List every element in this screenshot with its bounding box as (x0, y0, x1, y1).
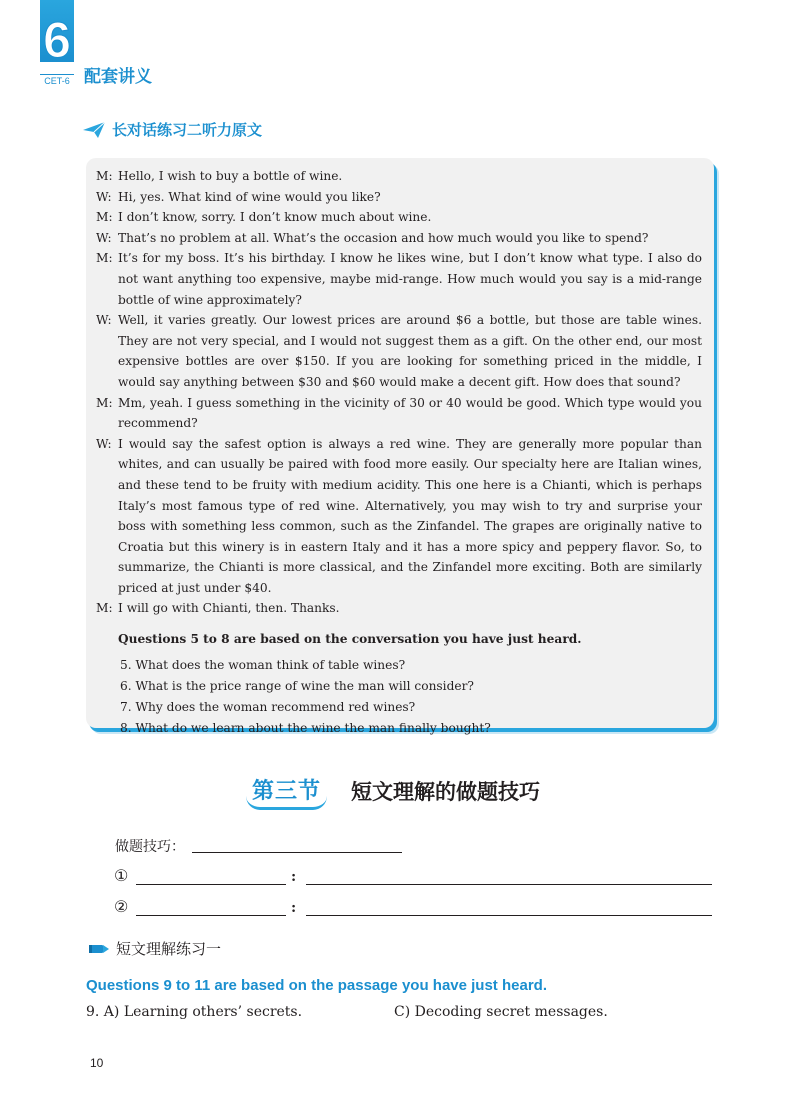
tip-number-2: ② (114, 897, 129, 916)
speaker-label: M: (96, 251, 113, 266)
dialog-text: Hello, I wish to buy a bottle of wine. (118, 169, 343, 183)
speaker-label: W: (96, 313, 112, 328)
dialog-text: I will go with Chianti, then. Thanks. (118, 601, 340, 616)
dialog-text: Hi, yes. What kind of wine would you like? (118, 189, 381, 204)
dialog-transcript (96, 166, 702, 739)
speaker-label: W: (96, 189, 112, 204)
practice-heading (88, 938, 221, 959)
tip-2-key-blank[interactable] (136, 915, 286, 916)
dialog-text: I don’t know, sorry. I don’t know much about wine. (118, 210, 432, 225)
chapter-number: 6 (43, 12, 71, 68)
page-number: 10 (90, 1056, 104, 1070)
option-9c: C) Decoding secret messages. (394, 1004, 608, 1020)
dialog-turn (96, 393, 702, 434)
dialog-text: I would say the safest option is always a red wine. They are generally more popular than whites, and can usually be paired with food more easily. Our specialty here are Italian wines, and these tend to be fruity with medium acidity. This one here is a Chianti, which is perhaps Italy’s most famous type of red wine. Alternatively, you may wish to try and surprise your boss with something less common, such as the Zinfandel. The grapes are originally native to Croatia but this winery is in eastern Italy and it has a more spicy and peppery flavor. So, to summarize, the Chianti is more classical, and the Zinfandel more exciting. Both are similarly priced at just under $40. (118, 436, 702, 595)
speaker-label: M: (96, 601, 113, 616)
section-three-heading (246, 772, 540, 810)
section-three-title: 短文理解的做题技巧 (351, 779, 541, 804)
tips-label: 做题技巧： (115, 839, 185, 855)
questions-heading: Questions 5 to 8 are based on the conversation you have just heard. (118, 632, 582, 647)
book-title: 配套讲义 (84, 67, 152, 87)
dialog-turn (96, 248, 702, 310)
paper-plane-icon (82, 121, 106, 139)
dialog-turn (96, 434, 702, 599)
cet-label: CET-6 (40, 74, 74, 86)
section-heading (82, 119, 262, 140)
tip-2-colon: : (291, 900, 297, 916)
tip-number-1: ① (114, 866, 129, 885)
section-heading-text: 长对话练习二听力原文 (112, 121, 263, 139)
section-three-badge: 第三节 (246, 772, 327, 810)
tip-2-detail-blank[interactable] (306, 915, 712, 916)
dialog-turn (96, 187, 702, 208)
speaker-label: M: (96, 169, 113, 183)
tips-blank-line[interactable] (192, 852, 402, 853)
tip-1-colon: : (291, 869, 297, 885)
speaker-label: M: (96, 395, 113, 410)
question-item: 7. Why does the woman recommend red wines? (120, 700, 416, 715)
dialog-text: That’s no problem at all. What’s the occasion and how much would you like to spend? (118, 230, 649, 245)
speaker-label: W: (96, 230, 112, 245)
speaker-label: W: (96, 436, 112, 451)
practice-heading-text: 短文理解练习一 (116, 940, 222, 958)
dialog-turn (96, 228, 702, 249)
dialog-turn (96, 310, 702, 392)
tip-1-detail-blank[interactable] (306, 884, 712, 885)
dialog-turn (96, 598, 702, 619)
question-item: 5. What does the woman think of table wines? (120, 658, 406, 673)
passage-questions-heading: Questions 9 to 11 are based on the passage you have just heard. (86, 977, 547, 994)
pencil-icon (88, 941, 110, 957)
dialog-text: Mm, yeah. I guess something in the vicinity of 30 or 40 would be good. Which type would you recommend? (118, 395, 702, 431)
dialog-turn (96, 207, 702, 228)
question-item: 6. What is the price range of wine the man will consider? (120, 679, 474, 694)
speaker-label: M: (96, 210, 113, 225)
tip-1-key-blank[interactable] (136, 884, 286, 885)
dialog-text: Well, it varies greatly. Our lowest prices are around $6 a bottle, but those are table wines. They are not very special, and I would not suggest them as a gift. On the other end, our most expensive bottles are over $150. If you are looking for something priced in the middle, I would say anything between $30 and $60 would make a decent gift. How does that sound? (118, 313, 702, 389)
dialog-text: It’s for my boss. It’s his birthday. I know he likes wine, but I don’t know what type. I also do not want anything too expensive, maybe mid-range. How much would you say is a mid-range bottle of wine approximately? (118, 251, 702, 307)
option-9a: 9. A) Learning others’ secrets. (86, 1004, 303, 1020)
question-item: 8. What do we learn about the wine the man finally bought? (120, 721, 491, 736)
dialog-turn (96, 166, 702, 187)
